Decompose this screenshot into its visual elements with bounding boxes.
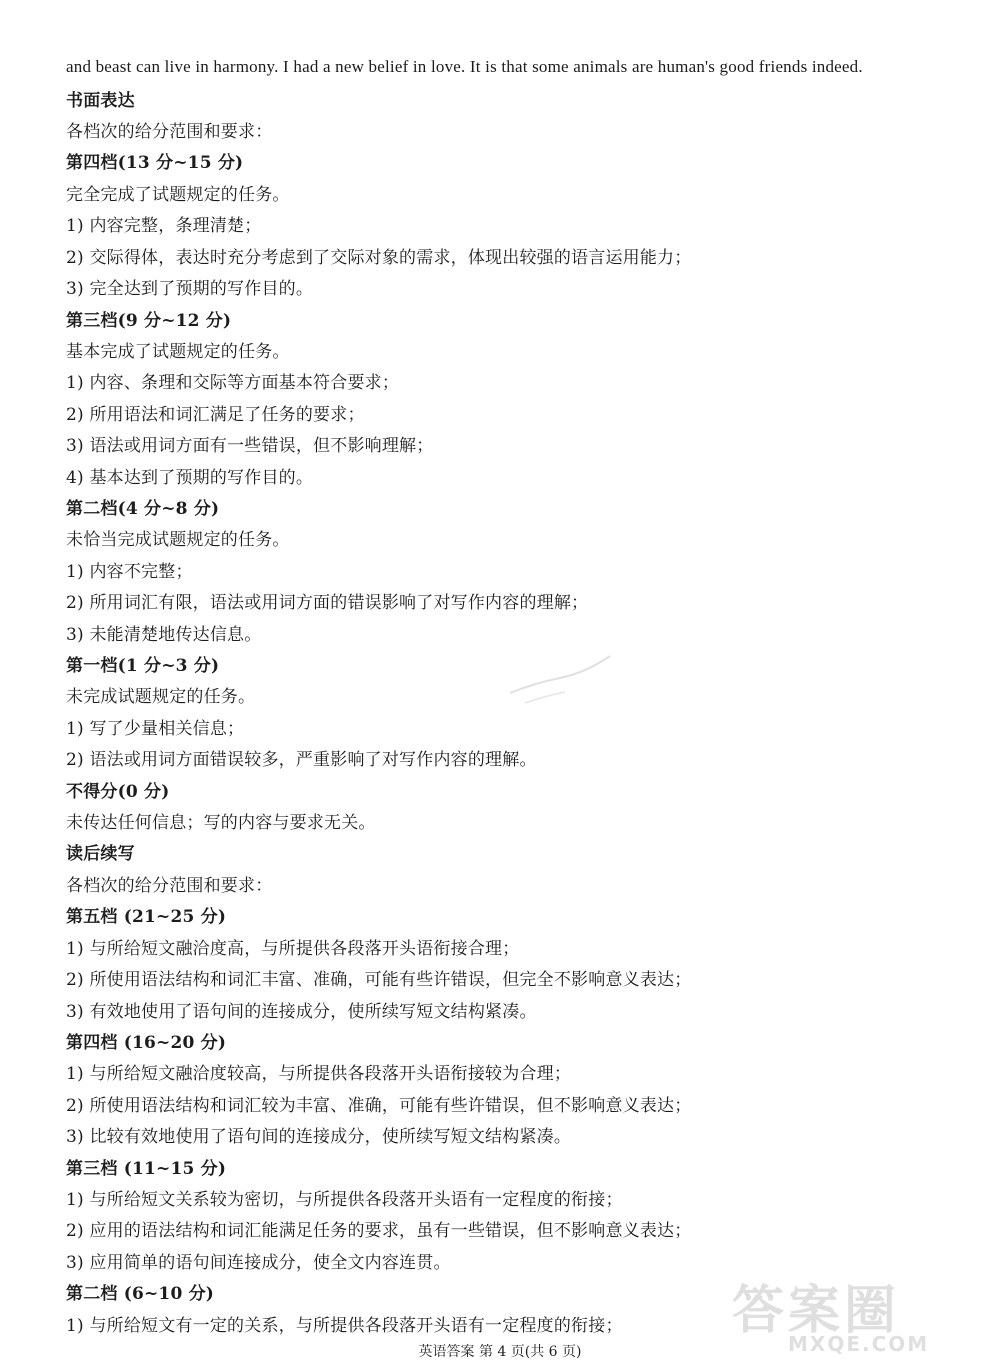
section-heading: 不得分(0 分) xyxy=(66,782,170,802)
english-text-line: and beast can live in harmony. I had a new belief in love. It is that some animals are human's good friends indeed. xyxy=(66,57,863,76)
watermark-logo xyxy=(718,1268,994,1358)
text-line: 2) 所使用语法结构和词汇丰富、准确，可能有些许错误，但完全不影响意义表达； xyxy=(66,970,692,990)
text-line: 3) 有效地使用了语句间的连接成分，使所续写短文结构紧凑。 xyxy=(66,1002,537,1022)
section-heading: 第二档(4 分~8 分) xyxy=(66,499,220,519)
section-heading: 第一档(1 分~3 分) xyxy=(66,656,220,676)
text-line: 未传达任何信息；写的内容与要求无关。 xyxy=(66,813,376,833)
text-line: 1) 内容、条理和交际等方面基本符合要求； xyxy=(66,373,400,393)
text-line: 1) 内容完整，条理清楚； xyxy=(66,216,262,236)
text-line: 2) 交际得体，表达时充分考虑到了交际对象的需求，体现出较强的语言运用能力； xyxy=(66,248,692,268)
text-line: 未完成试题规定的任务。 xyxy=(66,687,256,707)
text-line: 1) 与所给短文有一定的关系，与所提供各段落开头语有一定程度的衔接； xyxy=(66,1316,623,1336)
text-line: 各档次的给分范围和要求： xyxy=(66,876,273,896)
text-line: 1) 内容不完整； xyxy=(66,562,193,582)
text-line: 基本完成了试题规定的任务。 xyxy=(66,342,290,362)
text-line: 1) 与所给短文融洽度高，与所提供各段落开头语衔接合理； xyxy=(66,939,520,959)
faint-scribble-mark xyxy=(505,648,615,708)
text-line: 完全完成了试题规定的任务。 xyxy=(66,185,290,205)
text-line: 2) 所用语法和词汇满足了任务的要求； xyxy=(66,405,365,425)
section-heading: 第三档(9 分~12 分) xyxy=(66,311,232,331)
text-line: 3) 完全达到了预期的写作目的。 xyxy=(66,279,314,299)
text-line: 1) 写了少量相关信息； xyxy=(66,719,245,739)
text-line: 3) 比较有效地使用了语句间的连接成分，使所续写短文结构紧凑。 xyxy=(66,1127,572,1147)
text-line: 2) 所使用语法结构和词汇较为丰富、准确，可能有些许错误，但不影响意义表达； xyxy=(66,1096,692,1116)
section-heading: 第四档 (16~20 分) xyxy=(66,1033,227,1053)
text-line: 各档次的给分范围和要求： xyxy=(66,122,273,142)
text-line: 2) 应用的语法结构和词汇能满足任务的要求，虽有一些错误，但不影响意义表达； xyxy=(66,1221,692,1241)
section-heading: 第五档 (21~25 分) xyxy=(66,907,227,927)
text-line: 未恰当完成试题规定的任务。 xyxy=(66,530,290,550)
section-heading: 第四档(13 分~15 分) xyxy=(66,153,244,173)
text-line: 3) 未能清楚地传达信息。 xyxy=(66,625,262,645)
text-line: 2) 所用词汇有限，语法或用词方面的错误影响了对写作内容的理解； xyxy=(66,593,589,613)
watermark-url: MXQE.COM xyxy=(788,1332,930,1356)
section-heading: 读后续写 xyxy=(66,844,135,864)
section-heading: 第二档 (6~10 分) xyxy=(66,1284,215,1304)
section-heading: 书面表达 xyxy=(66,91,135,111)
text-line: 1) 与所给短文融洽度较高，与所提供各段落开头语衔接较为合理； xyxy=(66,1064,572,1084)
text-line: 2) 语法或用词方面错误较多，严重影响了对写作内容的理解。 xyxy=(66,750,537,770)
text-line: 3) 应用简单的语句间连接成分，使全文内容连贯。 xyxy=(66,1253,451,1273)
watermark-text: 答案圈 xyxy=(732,1281,901,1341)
text-line: 1) 与所给短文关系较为密切，与所提供各段落开头语有一定程度的衔接； xyxy=(66,1190,623,1210)
text-line: 3) 语法或用词方面有一些错误，但不影响理解； xyxy=(66,436,434,456)
text-line: 4) 基本达到了预期的写作目的。 xyxy=(66,468,314,488)
section-heading: 第三档 (11~15 分) xyxy=(66,1159,227,1179)
page-footer: 英语答案 第 4 页(共 6 页) xyxy=(418,1344,582,1360)
